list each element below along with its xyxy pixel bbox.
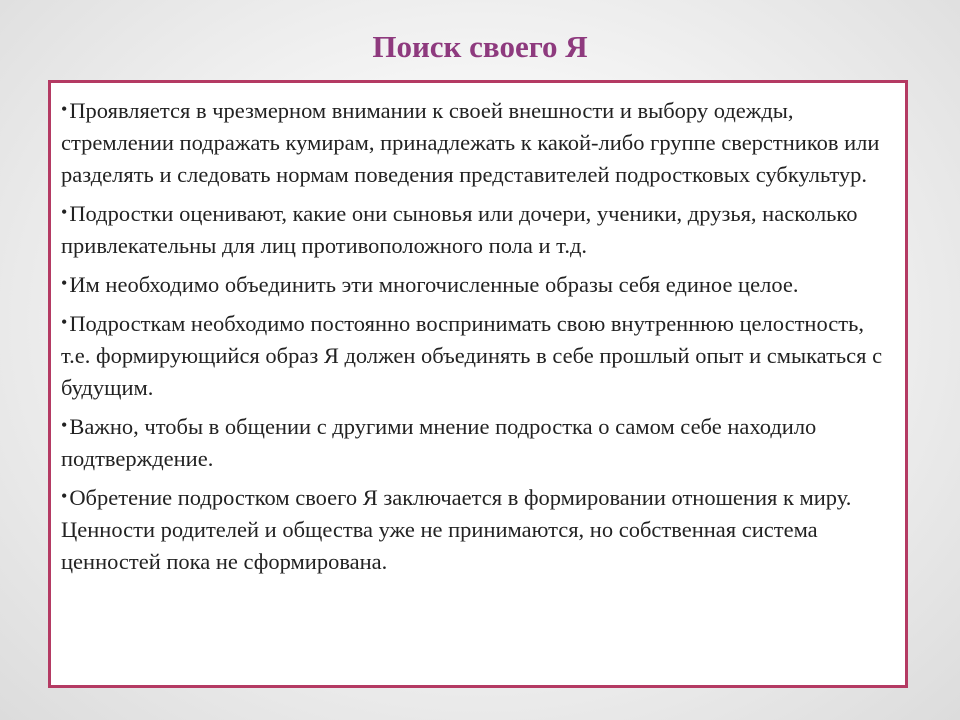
bullet-text: Им необходимо объединить эти многочисленные образы себя единое целое.	[69, 272, 799, 297]
content-box	[48, 80, 908, 688]
bullet-icon: •	[61, 202, 68, 222]
bullet-text: Подросткам необходимо постоянно воспринимать свою внутреннюю целостность, т.е. формирующийся образ Я должен объединять в себе прошлый опыт и смыкаться с будущим.	[61, 311, 883, 400]
slide-title: Поиск своего Я	[372, 29, 588, 64]
bullet-item	[61, 93, 897, 191]
bullet-item	[61, 480, 897, 578]
bullet-item	[61, 196, 897, 262]
bullet-icon: •	[61, 99, 68, 119]
bullet-text: Проявляется в чрезмерном внимании к своей внешности и выбору одежды, стремлении подражать кумирам, принадлежать к какой-либо группе сверстников или разделять и следовать нормам поведения представителей подростковых субкультур.	[61, 98, 880, 187]
bullet-item	[61, 409, 897, 475]
bullet-list	[61, 93, 897, 578]
bullet-icon: •	[61, 486, 68, 506]
bullet-icon: •	[61, 273, 68, 293]
bullet-item	[61, 306, 897, 404]
bullet-icon: •	[61, 415, 68, 435]
bullet-text: Подростки оценивают, какие они сыновья или дочери, ученики, друзья, насколько привлекательны для лиц противоположного пола и т.д.	[61, 201, 858, 258]
bullet-text: Важно, чтобы в общении с другими мнение подростка о самом себе находило подтверждение.	[61, 414, 817, 471]
bullet-icon: •	[61, 312, 68, 332]
bullet-text: Обретение подростком своего Я заключается в формировании отношения к миру. Ценности родителей и общества уже не принимаются, но собственная система ценностей пока не сформирована.	[61, 485, 852, 574]
bullet-item	[61, 267, 897, 301]
